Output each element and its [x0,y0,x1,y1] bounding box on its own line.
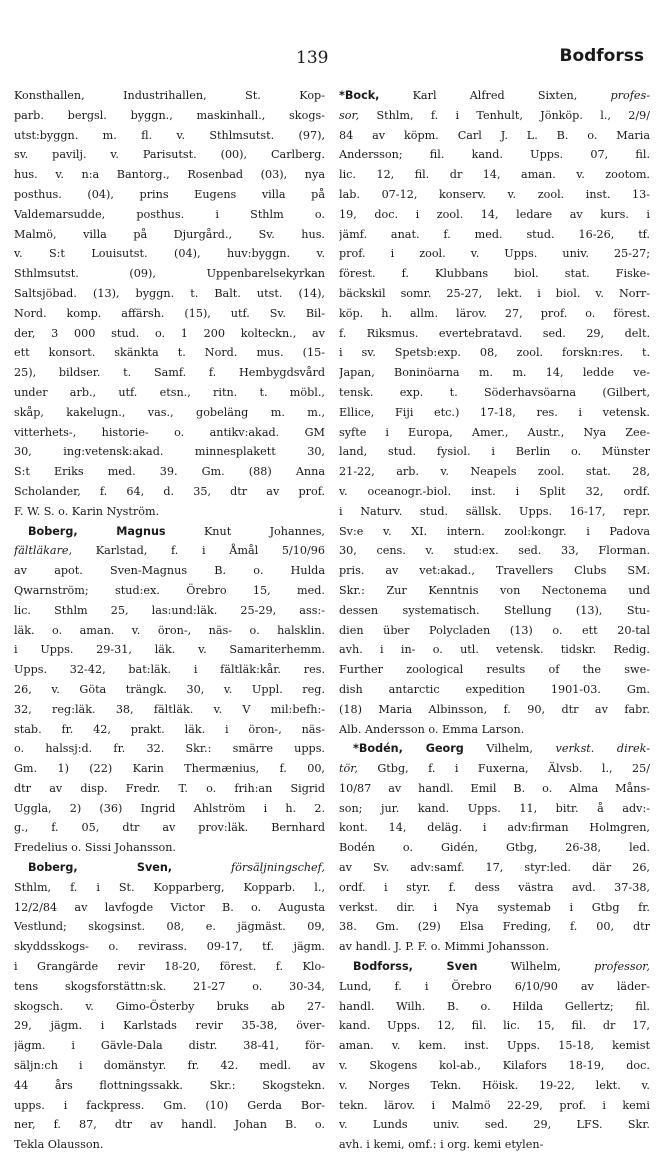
text-line [339,284,650,304]
text-line [339,522,650,542]
line-text: 10/87 av handl. Emil B. o. Alma Måns- [339,781,650,795]
entry-headword: Boberg, Sven, [28,861,173,875]
line-text: av apot. Sven-Magnus B. o. Hulda [14,564,325,578]
line-text: av handl. J. P. F. o. Mimmi Johansson. [339,940,550,954]
text-line [14,185,325,205]
text-line [14,442,325,462]
text-line [339,581,650,601]
line-text: utst:byggn. m. fl. v. Sthlmsutst. (97), [14,128,325,142]
line-text: förest. f. Klubbans biol. stat. Fiske- [339,267,650,281]
text-line [14,720,325,740]
line-text: land, stud. fysiol. i Berlin o. Münster [339,445,650,459]
text-line [14,363,325,383]
text-line [339,759,650,779]
line-text: dish antarctic expedition 1901-03. Gm. [339,682,650,696]
entry-title-italic: profes- [577,89,650,102]
text-line [14,858,325,878]
text-line [339,621,650,641]
line-text: Knut Johannes, [165,524,325,538]
text-line [14,818,325,838]
text-line [339,145,650,165]
text-line [339,1076,650,1096]
text-line [14,878,325,898]
line-text: Sthlmsutst. (09), Uppenbarelsekyrkan [14,267,325,281]
line-text: avh. i kemi, omf.: i org. kemi etylen- [339,1138,544,1152]
line-text: Alb. Andersson o. Emma Larson. [339,722,525,736]
line-text: dtr av disp. Fredr. T. o. frih:an Sigrid [14,781,325,795]
text-line [14,522,325,542]
line-text: Sv:e v. XI. intern. zool:kongr. i Padova [339,524,650,538]
line-text: 21-22, arb. v. Neapels zool. stat. 28, [339,465,650,479]
text-line [14,165,325,185]
line-text: Bodén o. Gidén, Gtbg, 26-38, led. [339,841,650,855]
text-line [339,917,650,937]
line-text: Gm. 1) (22) Karin Thermænius, f. 00, [14,762,325,776]
text-line [339,1016,650,1036]
text-line [14,700,325,720]
line-text: läk. o. aman. v. öron-, näs- o. halsklin. [14,623,325,637]
line-text: 84 av köpm. Carl J. L. B. o. Maria [339,128,650,142]
text-line [339,878,650,898]
entry-headword: Boberg, Magnus [28,524,166,538]
line-text: vitterhets-, historie- o. antikv:akad. GM [14,425,325,439]
text-line [339,1096,650,1116]
text-line [14,1096,325,1116]
text-line [14,838,325,858]
text-line [14,145,325,165]
text-line [14,997,325,1017]
line-text: F. W. S. o. Karin Nyström. [14,504,160,518]
text-line [339,720,650,740]
text-line [14,86,325,106]
text-line [339,660,650,680]
line-text: prof. i zool. v. Upps. univ. 25-27; [339,247,650,261]
text-line [14,403,325,423]
line-text: handl. Wilh. B. o. Hilda Gellertz; fil. [339,999,650,1013]
text-line [339,363,650,383]
text-line [14,581,325,601]
text-line [339,680,650,700]
line-text: Karl Alfred Sixten, [379,89,578,102]
line-text: der, 3 000 stud. o. 1 200 kolteckn., av [14,326,325,340]
text-line [339,86,650,106]
text-line [14,1056,325,1076]
text-line [14,284,325,304]
text-line [14,937,325,957]
line-text: tens skogsforstättn:sk. 21-27 o. 30-34, [14,979,325,993]
line-text: Malmö, villa på Djurgård., Sv. hus. [14,227,325,241]
text-line [339,640,650,660]
text-line [339,1036,650,1056]
left-column [14,86,325,1155]
text-line [339,106,650,126]
line-text: Wilhelm, [477,960,561,974]
text-line [339,838,650,858]
line-text: ner, f. 87, dtr av handl. Johan B. o. [14,1118,325,1132]
line-text: aman. v. kem. inst. Upps. 15-18, kemist [339,1039,650,1053]
text-line [14,343,325,363]
line-text: under arb., utf. etsn., ritn. t. möbl., [14,385,325,399]
text-line [14,462,325,482]
page-header [0,46,664,70]
text-line [339,324,650,344]
line-text: 12/2/84 av lavfogde Victor B. o. Augusta [14,900,325,914]
line-text: Lund, f. i Örebro 6/10/90 av läder- [339,979,650,993]
line-text: v. S:t Louisutst. (04), huv:byggn. v. [14,247,325,261]
line-text: Ellice, Fiji etc.) 17-18, res. i vetensk. [339,405,650,419]
line-text: köp. h. allm. lärov. 27, prof. o. förest. [339,306,650,320]
line-text: Gtbg, f. i Fuxerna, Älvsb. l., 25/ [357,762,650,776]
line-text: sv. pavilj. v. Parisutst. (00), Carlberg. [14,148,325,162]
right-column [339,86,650,1155]
line-text: ett konsort. skänkta t. Nord. mus. (15- [14,346,325,360]
line-text: o. halssj:d. fr. 32. Skr.: smärre upps. [14,742,325,756]
line-text: av Sv. adv:samf. 17, styr:led. där 26, [339,861,650,875]
entry-title-italic: tör, [339,762,358,776]
line-text: Japan, Boninöarna m. m. 14, ledde ve- [339,366,650,380]
text-line [339,700,650,720]
line-text: f. Riksmus. evertebratavd. sed. 29, delt. [339,326,650,340]
text-line [339,264,650,284]
text-line [14,977,325,997]
line-text: dien über Polycladen (13) o. ett 20-tal [339,623,650,637]
line-text: Upps. 32-42, bat:läk. i fältläk:kår. res. [14,663,325,677]
text-line [339,442,650,462]
line-text: 25), bildser. t. Samf. f. Hembygdsvård [14,366,325,380]
line-text: i Naturv. stud. sällsk. Upps. 16-17, repr. [339,504,650,518]
line-text: Further zoological results of the swe- [339,663,650,677]
entry-headword: *Bock, [339,89,380,102]
text-line [14,898,325,918]
line-text: Skr.: Zur Kenntnis von Nectonema und [339,583,650,597]
text-line [14,1135,325,1155]
line-text: Scholander, f. 64, d. 35, dtr av prof. [14,484,325,498]
line-text: dessen systematisch. Stellung (13), Stu- [339,603,650,617]
line-text: Fredelius o. Sissi Johansson. [14,841,176,855]
page-number: 139 [296,48,329,68]
text-line [14,541,325,561]
line-text: i Upps. 29-31, läk. v. Samariterhemm. [14,643,325,657]
line-text: Konsthallen, Industrihallen, St. Kop- [14,89,325,102]
entry-headword: Bodforss, Sven [353,960,478,974]
text-line [14,739,325,759]
text-line [339,997,650,1017]
text-line [339,601,650,621]
text-line [339,561,650,581]
line-text: tensk. exp. t. Söderhavsöarna (Gilbert, [339,385,650,399]
line-text: syfte i Europa, Amer., Austr., Nya Zee- [339,425,650,439]
text-line [14,205,325,225]
text-line [339,225,650,245]
text-line [339,423,650,443]
text-line [14,304,325,324]
text-line [14,106,325,126]
text-line [14,482,325,502]
line-text: pris. av vet:akad., Travellers Clubs SM. [339,564,650,578]
line-text: jägm. i Gävle-Dala distr. 38-41, för- [14,1039,325,1053]
line-text: kand. Upps. 12, fil. lic. 15, fil. dr 17, [339,1019,650,1033]
entry-title-italic: fältläkare, [14,544,73,558]
text-line [14,1036,325,1056]
line-text: skogsch. v. Gimo-Österby bruks ab 27- [14,999,325,1013]
text-line [14,383,325,403]
line-text: skåp, kakelugn., vas., gobeläng m. m., [14,405,325,419]
entry-title-italic: verkst. direk- [532,742,650,756]
line-text: Saltsjöbad. (13), byggn. t. Balt. utst. (14), [14,286,325,300]
line-text: stab. fr. 42, prakt. läk. i öron-, näs- [14,722,325,736]
line-text: Karlstad, f. i Åmål 5/10/96 [72,544,325,558]
line-text: jämf. anat. f. med. stud. 16-26, tf. [339,227,650,241]
line-text: 29, jägm. i Karlstads revir 35-38, över- [14,1019,325,1033]
text-line [339,205,650,225]
text-line [14,917,325,937]
text-line [339,739,650,759]
text-line [339,898,650,918]
entry-title-italic: försäljningschef, [172,861,325,875]
text-line [14,1076,325,1096]
line-text: lic. 12, fil. dr 14, aman. v. zootom. [339,168,650,182]
text-line [339,126,650,146]
line-text: i sv. Spetsb:exp. 08, zool. forskn:res. t. [339,346,650,360]
line-text: Nord. komp. affärsh. (15), utf. Sv. Bil- [14,306,325,320]
text-line [14,779,325,799]
line-text: säljn:ch i domänstyr. fr. 42. medl. av [14,1059,325,1073]
line-text: 30, ing:vetensk:akad. minnesplakett 30, [14,445,325,459]
line-text: upps. i fackpress. Gm. (10) Gerda Bor- [14,1098,325,1112]
running-head: Bodforss [559,46,644,66]
text-line [14,759,325,779]
text-line [14,244,325,264]
text-line [339,502,650,522]
text-line [339,343,650,363]
line-text: parb. bergsl. byggn., maskinhall., skogs- [14,108,325,122]
line-text: g., f. 05, dtr av prov:läk. Bernhard [14,821,325,835]
text-line [339,818,650,838]
line-text: verkst. dir. i Nya systemab i Gtbg fr. [339,900,650,914]
text-line [339,403,650,423]
line-text: v. Skogens kol-ab., Kilafors 18-19, doc. [339,1059,650,1073]
line-text: Sthlm, f. i Tenhult, Jönköp. l., 2/9/ [359,108,650,122]
text-line [14,423,325,443]
text-line [339,244,650,264]
text-line [339,957,650,977]
text-line [14,264,325,284]
text-line [14,1115,325,1135]
text-line [339,383,650,403]
text-line [14,225,325,245]
line-text: skyddsskogs- o. revirass. 09-17, tf. jägm. [14,940,325,954]
line-text: ordf. i styr. f. dess västra avd. 37-38, [339,880,650,894]
line-text: bäckskil somr. 25-27, lekt. i biol. v. Norr- [339,286,650,300]
entry-title-italic: sor, [339,108,360,122]
line-text: 38. Gm. (29) Elsa Freding, f. 00, dtr [339,920,650,934]
text-line [14,324,325,344]
text-line [339,977,650,997]
text-line [339,1135,650,1155]
line-text: v. oceanogr.-biol. inst. i Split 32, ordf. [339,484,650,498]
line-text: 44 års flottningssakk. Skr.: Skogstekn. [14,1078,325,1092]
text-line [339,1115,650,1135]
entry-headword: *Bodén, Georg [353,742,464,756]
text-line [339,304,650,324]
text-line [14,1016,325,1036]
text-line [339,858,650,878]
line-text: son; jur. kand. Upps. 11, bitr. å adv:- [339,801,650,815]
text-line [14,660,325,680]
text-line [14,502,325,522]
text-line [339,482,650,502]
line-text: lic. Sthlm 25, las:und:läk. 25-29, ass:- [14,603,325,617]
text-line [339,541,650,561]
line-text: 19, doc. i zool. 14, ledare av kurs. i [339,207,650,221]
line-text: avh. i in- o. utl. vetensk. tidskr. Redig. [339,643,650,657]
line-text: tekn. lärov. i Malmö 22-29, prof. i kemi [339,1098,650,1112]
line-text: Sthlm, f. i St. Kopparberg, Kopparb. l., [14,880,325,894]
line-text: (18) Maria Albinsson, f. 90, dtr av fabr. [339,702,650,716]
text-line [339,185,650,205]
line-text: hus. v. n:a Bantorg., Rosenbad (03), nya [14,168,325,182]
text-line [14,601,325,621]
text-line [14,680,325,700]
line-text: Tekla Olausson. [14,1138,104,1152]
entry-title-italic: professor, [560,960,650,974]
text-line [14,561,325,581]
line-text: posthus. (04), prins Eugens villa på [14,187,325,201]
line-text: Valdemarsudde, posthus. i Sthlm o. [14,207,325,221]
line-text: 30, cens. v. stud:ex. sed. 33, Florman. [339,544,650,558]
line-text: kont. 14, deläg. i adv:firman Holmgren, [339,821,650,835]
line-text: Vilhelm, [463,742,533,756]
text-line [339,1056,650,1076]
text-line [14,957,325,977]
line-text: Qwarnström; stud:ex. Örebro 15, med. [14,583,325,597]
text-line [14,799,325,819]
line-text: lab. 07-12, konserv. v. zool. inst. 13- [339,187,650,201]
text-line [14,640,325,660]
line-text: Uggla, 2) (36) Ingrid Ahlström i h. 2. [14,801,325,815]
text-line [14,126,325,146]
line-text: v. Norges Tekn. Höisk. 19-22, lekt. v. [339,1078,650,1092]
line-text: Vestlund; skogsinst. 08, e. jägmäst. 09, [14,920,325,934]
text-line [339,779,650,799]
line-text: i Grangärde revir 18-20, förest. f. Klo- [14,960,325,974]
text-line [339,462,650,482]
line-text: Andersson; fil. kand. Upps. 07, fil. [339,148,650,162]
line-text: 32, reg:läk. 38, fältläk. v. V mil:befh:- [14,702,325,716]
line-text: 26, v. Göta trängk. 30, v. Uppl. reg. [14,682,325,696]
line-text: v. Lunds univ. sed. 29, LFS. Skr. [339,1118,650,1132]
text-line [339,165,650,185]
line-text: S:t Eriks med. 39. Gm. (88) Anna [14,465,325,479]
text-line [14,621,325,641]
text-line [339,937,650,957]
text-line [339,799,650,819]
